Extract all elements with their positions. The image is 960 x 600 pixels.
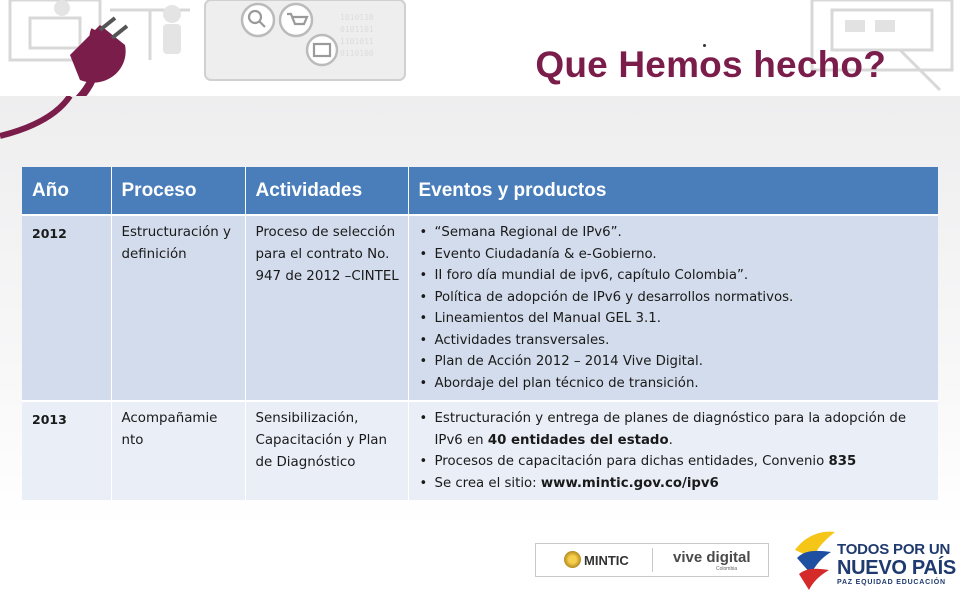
events-list (419, 408, 931, 494)
activities-table-wrapper (22, 167, 938, 500)
list-item: • Actividades transversales. (435, 330, 931, 352)
list-item (435, 473, 931, 495)
list-item-text: Se crea el sitio: (434, 475, 541, 491)
mintic-label: MINTIC (584, 553, 629, 568)
header-process: Proceso (111, 167, 245, 215)
header-events: Eventos y productos (408, 167, 938, 215)
tpu-line1: TODOS POR UN (837, 541, 951, 558)
cell-process: Acompañamie nto (111, 401, 245, 500)
svg-text:1101011: 1101011 (340, 37, 374, 46)
mintic-vive-digital-logo (535, 543, 769, 577)
hook-tail (0, 96, 100, 146)
svg-text:1010110: 1010110 (340, 13, 374, 22)
vive-digital-label: vive digital (673, 549, 751, 566)
events-list (419, 222, 931, 394)
list-item: • II foro día mundial de ipv6, capítulo Colombia”. (435, 265, 931, 287)
svg-text:0101101: 0101101 (340, 25, 374, 34)
header-year: Año (22, 167, 111, 215)
table-row (22, 215, 938, 401)
cell-activities: Sensibilización, Capacitación y Plan de Diagnóstico (245, 401, 408, 500)
list-item: • Evento Ciudadanía & e-Gobierno. (435, 244, 931, 266)
vive-digital-sublabel: Colombia (716, 566, 738, 572)
list-item-bold: 40 entidades del estado (487, 432, 669, 448)
site-link[interactable]: www.mintic.gov.co/ipv6 (540, 475, 719, 491)
list-item (435, 451, 931, 473)
list-item-bold: 835 (828, 454, 857, 469)
activities-table (22, 167, 938, 500)
svg-text:0110100: 0110100 (340, 49, 374, 58)
list-item: • Abordaje del plan técnico de transición. (435, 373, 931, 395)
list-item-text: . (668, 432, 673, 448)
list-item: • Plan de Acción 2012 – 2014 Vive Digital. (435, 351, 931, 373)
flag-wave-icon (791, 528, 837, 594)
tpu-line2: NUEVO PAÍS (837, 557, 956, 579)
todos-por-un-nuevo-pais-logo (791, 528, 956, 594)
table-row (22, 401, 938, 500)
page-title: Que Hemos hecho? (535, 44, 886, 85)
table-header-row (22, 167, 938, 215)
cell-events (408, 401, 938, 500)
cell-year: 2013 (22, 401, 111, 500)
logo-divider (652, 548, 653, 572)
cell-events (408, 215, 938, 401)
list-item (435, 408, 931, 451)
list-item-text: Procesos de capacitación para dichas entidades, Convenio (434, 454, 829, 469)
colombia-seal-icon (564, 551, 581, 568)
tpu-line3: PAZ EQUIDAD EDUCACIÓN (837, 579, 946, 586)
cell-year: 2012 (22, 215, 111, 401)
list-item-text: Estructuración y entrega de planes de diagnóstico para la adopción de IPv6 en (434, 411, 907, 448)
list-item: • Lineamientos del Manual GEL 3.1. (435, 308, 931, 330)
list-item: • “Semana Regional de IPv6”. (435, 222, 931, 244)
header-activities: Actividades (245, 167, 408, 215)
cell-process: Estructuración y definición (111, 215, 245, 401)
list-item: • Política de adopción de IPv6 y desarrollos normativos. (435, 287, 931, 309)
cell-activities: Proceso de selección para el contrato No. 947 de 2012 –CINTEL (245, 215, 408, 401)
